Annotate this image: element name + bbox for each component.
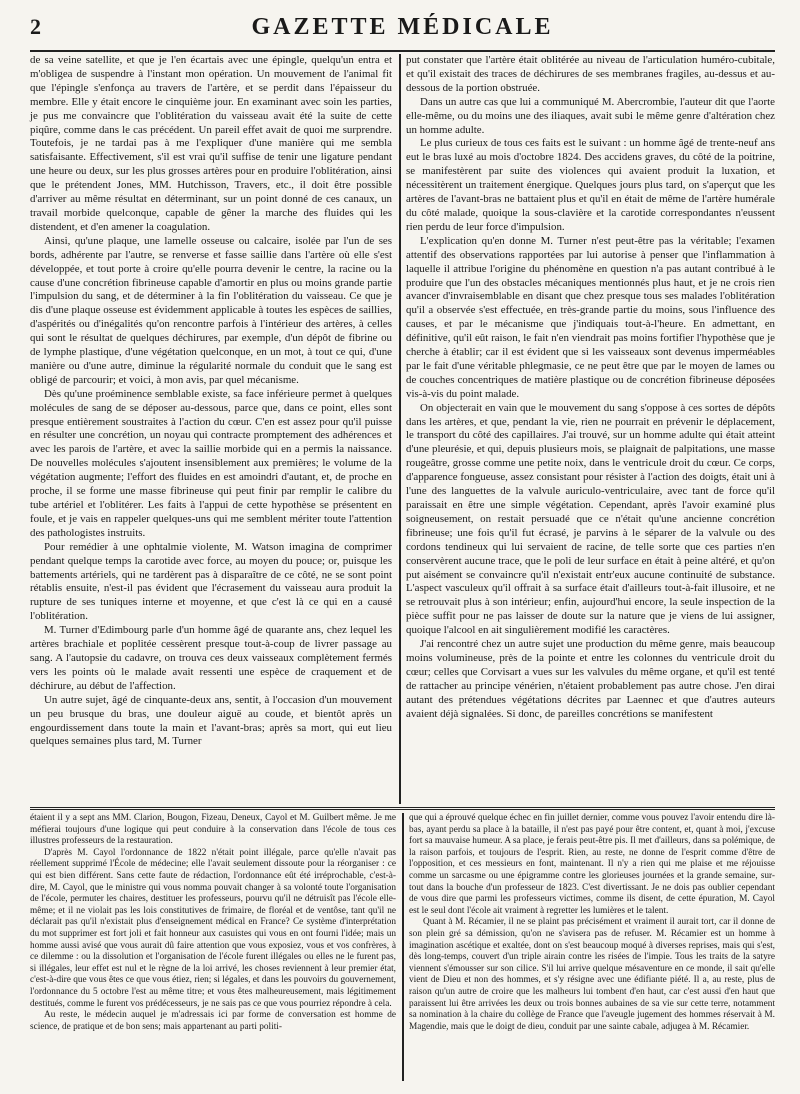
paragraph: L'explication qu'en donne M. Turner n'est peut-être pas la véritable; l'examen attentif des observations rapportées par lui autorise à penser que l'inflammation à laquelle il attribue l'origine du phénomène en question n'a pas autant contribué à le produire que l'un des obstacles mécaniques mentionnés plus haut, et je ne crois rien avancer d'invraisemblable en disant que chez presque tous ses malades l'oblitération qu'il a observée s'est effectuée, en très-grande partie du moins, sous l'influence des causes, et par le mécanisme que j'indiquais tout-à-l'heure. En admettant, en définitive, qu'il eût raison, le fait n'en viendrait pas moins fortifier l'hypothèse que je cherche à établir; car il est évident que si les vaisseaux sont devenus imperméables par le fait d'une véritable phlegmasie, ce ne peut être que par le moyen de lames ou de couches concentriques de matière plastique ou de concrétion fibrineuse déposées vis-à-vis du point malade. bbox=[406, 234, 775, 400]
paragraph: M. Turner d'Edimbourg parle d'un homme âgé de quarante ans, chez lequel les artères brachiale et poplitée cessèrent presque tout-à-coup de livrer passage au sang. A l'autopsie du cadavre, on trouva ces deux vaisseaux complètement fermés vers les points où le malade avait ressenti une espèce de craquement et de déchirure, au début de l'affection. bbox=[30, 624, 392, 692]
paragraph: étaient il y a sept ans MM. Clarion, Bougon, Fizeau, Deneux, Cayol et M. Guilbert même. Je me méfierai toujours d'une logique qui peut conduire à la conservation dans l'école de tous ces illustres professeurs de la restauration. bbox=[30, 813, 396, 847]
page-number: 2 bbox=[30, 14, 41, 39]
paragraph: Dès qu'une proéminence semblable existe, sa face inférieure permet à quelques molécules de sang de se déposer au-dessous, parce que, dans ce point, elles sont presque entièrement soustraites à l'action du cœur. C'en est assez pour qu'il puisse en résulter une concrétion, un noyau qui contracte promptement des adhérences et avec les parois de l'artère, et avec la saillie morbide qui en a permis la naissance. De nouvelles molécules s'ajoutent insensiblement aux premières; le volume de la végétation augmente; l'effort des fluides en est amoindri d'autant, et, de proche en proche, il se forme une masse fibrineuse qui peut finir par remplir le calibre du tube artériel et l'oblitérer. Les faits à l'appui de cette hypothèse se présentent en foule, et je vais en rappeler quelques-uns qui me semblent mériter toute l'attention des pathologistes instruits. bbox=[30, 387, 392, 539]
paragraph: put constater que l'artère était oblitérée au niveau de l'articulation huméro-cubitale, et qu'il existait des traces de déchirures de ses membranes fragiles, au-dessus et au-dessous de la portion obstruée. bbox=[406, 54, 775, 94]
paragraph: J'ai rencontré chez un autre sujet une production du même genre, mais beaucoup moins volumineuse, près de la pointe et entre les colonnes du ventricule droit du cœur; celles que Corvisart a vues sur les valvules du même organe, et qu'il est tenté de rattacher au principe vénérien, n'étaient probablement pas autre chose. J'en dirai autant des prétendues végétations décrites par Laennec et que d'autres auteurs avaient déjà signalées. Si donc, de pareilles concrétions se manifestent bbox=[406, 638, 775, 720]
column-divider-lower bbox=[402, 813, 404, 1081]
lower-left-column bbox=[30, 813, 396, 1033]
header-rule bbox=[30, 50, 775, 52]
section-rule bbox=[30, 807, 775, 810]
column-divider-upper bbox=[399, 54, 401, 804]
page-header bbox=[30, 12, 775, 46]
paragraph: Pour remédier à une ophtalmie violente, M. Watson imagina de comprimer pendant quelque temps la carotide avec force, au moyen du pouce; or, puisque les battements artériels, qui ne tardèrent pas à disparaître de ce côté, ne se sont point rétablis ensuite, n'est-il pas évident que l'écrasement du vaisseau aura produit la rupture de ses tuniques interne et moyenne, et que c'est là ce qui en a causé l'oblitération. bbox=[30, 540, 392, 623]
paragraph: que qui a éprouvé quelque échec en fin juillet dernier, comme vous pouvez l'avoir entendu dire là-bas, ayant perdu sa place à la bataille, il n'est pas payé pour être content, et, quant à moi, j'excuse fort sa mauvaise humeur. A sa place, je ferais peut-être pis. Il met d'ailleurs, dans sa polémique, de la raison parfois, et toujours de l'esprit. Rien, au reste, ne donne de l'esprit comme d'être de l'opposition, et ces messieurs en font, maintenant. Il n'y a rien qui me plaise et me réjouisse comme un sarcasme ou une épigramme contre les glorieuses journées et la grande semaine, sur-tout dans la bouche d'un professeur de 1823. C'est divertissant. Je ne dois pas oublier cependant de vous dire que parmi les professeurs victimes, comme ils disent, de cette épuration, M. Cayol est le seul dont l'école ait vraiment à regretter les lumières et le talent. bbox=[409, 813, 775, 916]
lower-right-column bbox=[409, 813, 775, 1033]
paragraph: On objecterait en vain que le mouvement du sang s'oppose à ces sortes de dépôts dans les artères, et que, pendant la vie, rien ne pourrait en prévenir le déplacement, le transport du côté des capillaires. J'ai trouvé, sur un homme adulte qui était atteint d'une pleurésie, et qui, depuis plusieurs mois, se plaignait de palpitations, une masse rougeâtre, grosse comme une petite noix, dans le ventricule droit du cœur. Ce corps, d'apparence fongueuse, assez consistant pour résister à l'action des doigts, était uni à l'une des languettes de la valvule auriculo-ventriculaire, avec tant de force qu'il paraissait en être une simple végétation. Cependant, après l'avoir examiné plus soigneusement, on restait persuadé que ce n'était qu'une ancienne concrétion fibrineuse; une fois qu'il fut écrasé, je parvins à le séparer de la valvule ou des cordons tendineux qui lui servaient de racine, de telle sorte que ces parties n'en conservèrent aucune trace, que le poli de leur surface en était à peine altéré, et qu'on put aisément se convaincre qu'il n'existait entr'eux aucune continuité de substance. L'aspect vasculeux qu'il offrait à sa surface était d'ailleurs tout-à-fait illusoire, et ne se retrouvait plus à son intérieur; enfin, aujourd'hui encore, la seule inspection de la pièce suffit pour ne pas laisser de doute sur la nature que je viens de lui assigner, quoique l'alcool en ait singulièrement modifié les caractères. bbox=[406, 401, 775, 637]
paragraph: Dans un autre cas que lui a communiqué M. Abercrombie, l'auteur dit que l'aorte elle-même, ou du moins une des iliaques, avait subi le même genre d'altération chez un homme adulte. bbox=[406, 95, 775, 136]
paragraph: Au reste, le médecin auquel je m'adressais ici par forme de conversation est homme de science, de pratique et de bon sens; mais appartenant au parti politi- bbox=[30, 1010, 396, 1032]
paragraph: Le plus curieux de tous ces faits est le suivant : un homme âgé de trente-neuf ans eut le bras luxé au mois d'octobre 1824. Des accidens graves, du côté de la poitrine, se manifestèrent par suite des violences qui avaient produit la luxation, et nécessitèrent un traitement énergique. Quelques jours plus tard, on s'aperçut que les artères de l'avant-bras ne battaient plus et qu'il en était de même de l'artère humérale du côté malade, quoique la sous-clavière et la carotide correspondantes n'eussent rien perdu de leur force d'impulsion. bbox=[406, 137, 775, 233]
paragraph: Ainsi, qu'une plaque, une lamelle osseuse ou calcaire, isolée par l'un de ses bords, adhérente par l'autre, se renverse et fasse saillie dans l'artère où elle s'est développée, et tout porte à croire qu'elle pourra devenir le centre, la racine ou la cause d'une concrétion fibrineuse capable d'amortir en plus ou moins grande partie l'impulsion du sang, et de déterminer à la fin l'oblitération du vaisseau. Ce que je dis d'une plaque osseuse est évidemment applicable à toutes les espèces de saillies, d'aspérités ou d'inégalités qu'on rencontre parfois à l'intérieur des artères, à celles qui sont le résultat de quelques déchirures, par exemple, d'un dépôt de fibrine ou de lymphe plastique, d'une végétation quelconque, en un mot, à tout ce qui, d'une manière ou d'une autre, diminue la régularité normale du conduit que le sang est obligé de parcourir; et voici, à mon avis, par quel mécanisme. bbox=[30, 234, 392, 386]
upper-right-column bbox=[406, 54, 775, 722]
paragraph: D'après M. Cayol l'ordonnance de 1822 n'était point illégale, parce qu'elle n'avait pas réellement supprimé l'École de médecine; elle l'avait seulement dissoute pour la réorganiser : ce qui est bien différent. Sans cette faute de rédaction, l'ordonnance eût été irréprochable, c'est-à-dire, M. Cayol, que le ministre qui vous nomma pouvait changer à sa volonté toute l'organisation de l'école, permuter les chaires, destituer les professeurs, pourvu qu'il ne détruisît pas l'école elle-même; et il ne violait pas les lois constitutives de frimaire, de floréal et de ventôse, tant qu'il ne déclarait pas qu'il n'existait plus d'enseignement médical en France? Ce système d'interprétation du mot supprimer est fort joli et fait honneur aux casuistes qui vous en ont fourni l'idée; mais un homme aussi avisé que vous aurait dû faire attention que vous exposiez, vous et vos confrères, à ce dilemme : ou la dissolution et l'organisation de l'école furent illégales ou elles ne le furent pas, si illégales, leur effet est nul et le règne de la loi arrivé, les choses reviennent à leur premier état, c'est-à-dire que vous êtes ce que vous étiez, rien; si légales, et dans les pouvoirs du gouvernement, l'ordonnance du 5 octobre l'est au même titre; et vous êtes malheureusement, mais légitimement destitués, comme le furent vos prédécesseurs, je ne sais pas ce que vous pourriez répondre à cela. bbox=[30, 847, 396, 1009]
upper-left-column bbox=[30, 54, 392, 749]
newspaper-title: GAZETTE MÉDICALE bbox=[251, 14, 554, 40]
paragraph: Un autre sujet, âgé de cinquante-deux ans, sentit, à l'occasion d'un mouvement un peu brusque du bras, une douleur aiguë au coude, et bientôt après un engourdissement dans toute la main et l'avant-bras; après sa mort, qui eut lieu quelques semaines plus tard, M. Turner bbox=[30, 693, 392, 748]
paragraph: Quant à M. Récamier, il ne se plaint pas précisément et vraiment il aurait tort, car il donne de son plein gré sa démission, qu'on ne s'avisera pas de refuser. M. Récamier est un homme à imagination ascétique et exaltée, dont on s'est beaucoup moqué à diverses reprises, mais qui s'est, dès long-temps, couvert d'un triple airain contre les risées de l'impie. Tous les traits de la satyre viennent s'émousser sur son cilice. S'il lui arrive quelque mésaventure en ce monde, il sait qu'elle vient de Dieu et non des hommes, et s'y résigne avec une édifiante piété. Il a, au reste, plus de raison qu'un autre de croire que les malheurs lui tombent d'en haut, car c'est aussi d'en haut que paraissent lui être arrivées les deux ou trois bonnes aubaines de sa vie sur cette terre, notamment sa nomination à la chaire du collège de France que l'aveugle jugement des hommes réservait à M. Magendie, mais que le doigt de dieu, conduit par une sainte cabale, adjugea à M. Récamier. bbox=[409, 917, 775, 1032]
paragraph: de sa veine satellite, et que je l'en écartais avec une épingle, quelqu'un entra et m'obligea de suspendre à l'instant mon opération. Un mouvement de l'animal fit que l'épingle s'enfonça au travers de l'artère, et se perdit dans l'épaisseur du membre. Elle y était encore le cinquième jour. En examinant avec soin les parties, je pus me convaincre que l'oblitération du vaisseau avait été la suite de cette piqûre, comme dans le cas précédent. Un pareil effet avait de quoi me surprendre. Toutefois, je ne tardai pas à me l'expliquer d'une manière qui me sembla satisfaisante. Effectivement, s'il est vrai qu'il suffise de tenir une ligature pendant une heure ou deux, sur les plus grosses artères pour en produire l'oblitération, ainsi que le prétendent Jones, MM. Hutchisson, Travers, etc., il doit être possible d'arriver au même résultat en déterminant, sur un point donné de ces canaux, un travail morbide quelconque, capable de gêner la marche des fluides qui les distendent, et d'en amener la coagulation. bbox=[30, 54, 392, 233]
